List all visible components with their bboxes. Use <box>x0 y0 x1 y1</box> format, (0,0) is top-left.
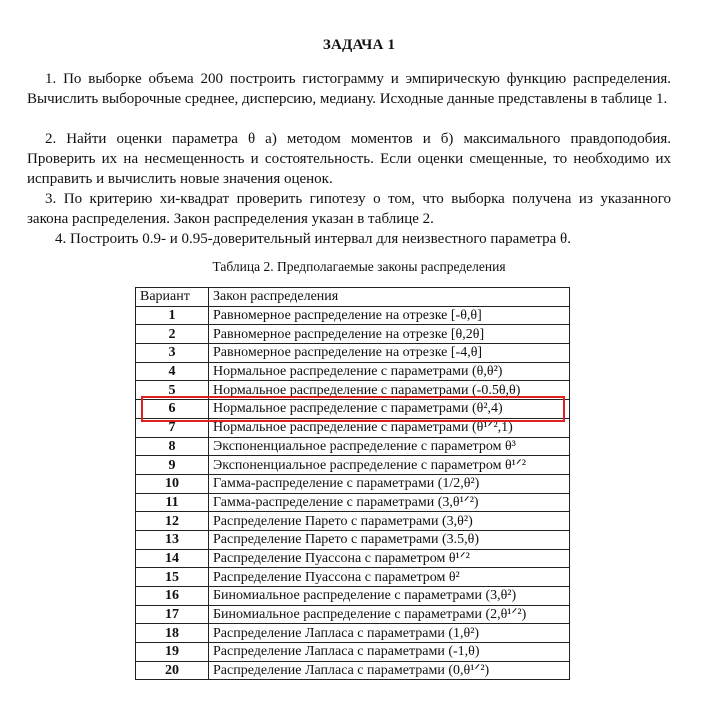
table-row <box>136 549 570 568</box>
distribution-law: Биномиальное распределение с параметрами (2,θ¹ᐟ²) <box>209 605 570 624</box>
variant-number: 5 <box>136 381 209 400</box>
distribution-law: Распределение Пуассона с параметром θ² <box>209 568 570 587</box>
variant-number: 1 <box>136 306 209 325</box>
distribution-law: Гамма-распределение с параметрами (1/2,θ²) <box>209 474 570 493</box>
variant-number: 6 <box>136 400 209 419</box>
table-row <box>136 624 570 643</box>
paragraph-3 <box>27 189 671 229</box>
distribution-law: Биномиальное распределение с параметрами (3,θ²) <box>209 587 570 606</box>
variant-number: 11 <box>136 493 209 512</box>
variant-number: 19 <box>136 643 209 662</box>
variant-number: 15 <box>136 568 209 587</box>
table-header-row <box>136 288 570 307</box>
table-row-highlighted <box>136 400 570 419</box>
table-row <box>136 418 570 437</box>
variant-number: 14 <box>136 549 209 568</box>
table-row <box>136 568 570 587</box>
table-row <box>136 362 570 381</box>
variant-number: 12 <box>136 512 209 531</box>
variant-number: 4 <box>136 362 209 381</box>
table-row <box>136 344 570 363</box>
paragraph-text: По критерию хи-квадрат проверить гипотезу о том, что выборка получена из указанного закона распределения. Закон распределения указан в таблице 2. <box>27 191 671 227</box>
table-caption: Таблица 2. Предполагаемые законы распределения <box>212 259 506 274</box>
header-variant: Вариант <box>136 288 209 307</box>
distribution-law: Экспоненциальное распределение с параметром θ³ <box>209 437 570 456</box>
variant-number: 2 <box>136 325 209 344</box>
distribution-law: Распределение Лапласа с параметрами (1,θ²) <box>209 624 570 643</box>
paragraph-number: 2. <box>45 131 57 147</box>
distribution-law: Нормальное распределение с параметрами (θ¹ᐟ²,1) <box>209 418 570 437</box>
table-row <box>136 493 570 512</box>
table-row <box>136 306 570 325</box>
table-row <box>136 325 570 344</box>
variant-number: 17 <box>136 605 209 624</box>
distribution-law: Экспоненциальное распределение с параметром θ¹ᐟ² <box>209 456 570 475</box>
variant-number: 13 <box>136 530 209 549</box>
variant-number: 20 <box>136 661 209 680</box>
variant-number: 10 <box>136 474 209 493</box>
table-row <box>136 437 570 456</box>
distribution-law: Нормальное распределение с параметрами (θ²,4) <box>209 400 570 419</box>
paragraph-text: Найти оценки параметра θ а) методом моментов и б) максимального правдоподобия. Проверить их на несмещенность и состоятельность. Если оценки смещенные, то необходимо их исправить и вычислить новые значения оценок. <box>27 131 672 187</box>
distribution-law: Гамма-распределение с параметрами (3,θ¹ᐟ²) <box>209 493 570 512</box>
distribution-law: Нормальное распределение с параметрами (-0.5θ,θ) <box>209 381 570 400</box>
variant-number: 8 <box>136 437 209 456</box>
table-row <box>136 643 570 662</box>
paragraph-text: Построить 0.9- и 0.95-доверительный интервал для неизвестного параметра θ. <box>70 231 571 247</box>
paragraph-number: 1. <box>45 71 57 87</box>
header-law: Закон распределения <box>209 288 570 307</box>
distribution-law: Распределение Лапласа с параметрами (0,θ¹ᐟ²) <box>209 661 570 680</box>
table-row <box>136 456 570 475</box>
distribution-law: Равномерное распределение на отрезке [-4,θ] <box>209 344 570 363</box>
variant-number: 18 <box>136 624 209 643</box>
distribution-law: Распределение Пуассона с параметром θ¹ᐟ² <box>209 549 570 568</box>
variant-number: 3 <box>136 344 209 363</box>
table-row <box>136 605 570 624</box>
table-row <box>136 474 570 493</box>
paragraph-2 <box>27 129 671 189</box>
distribution-law: Распределение Лапласа с параметрами (-1,θ) <box>209 643 570 662</box>
paragraph-number: 4. <box>55 231 67 247</box>
task-title: ЗАДАЧА 1 <box>322 37 396 53</box>
table-row <box>136 512 570 531</box>
distribution-law: Нормальное распределение с параметрами (θ,θ²) <box>209 362 570 381</box>
distribution-law: Распределение Парето с параметрами (3.5,θ) <box>209 530 570 549</box>
table-row <box>136 661 570 680</box>
variant-number: 16 <box>136 587 209 606</box>
distribution-law: Равномерное распределение на отрезке [θ,2θ] <box>209 325 570 344</box>
table-row <box>136 587 570 606</box>
paragraph-4 <box>27 229 671 249</box>
table-row <box>136 381 570 400</box>
paragraph-text: По выборке объема 200 построить гистограмму и эмпирическую функцию распределения. Вычислить выборочные среднее, дисперсию, медиану. Исходные данные представлены в таблице 1. <box>27 71 671 107</box>
distribution-law: Равномерное распределение на отрезке [-θ,θ] <box>209 306 570 325</box>
table-row <box>136 530 570 549</box>
variant-number: 9 <box>136 456 209 475</box>
distribution-law: Распределение Парето с параметрами (3,θ²) <box>209 512 570 531</box>
variant-number: 7 <box>136 418 209 437</box>
paragraph-number: 3. <box>45 191 57 207</box>
paragraph-1 <box>27 69 671 109</box>
distribution-laws-table <box>135 287 570 680</box>
